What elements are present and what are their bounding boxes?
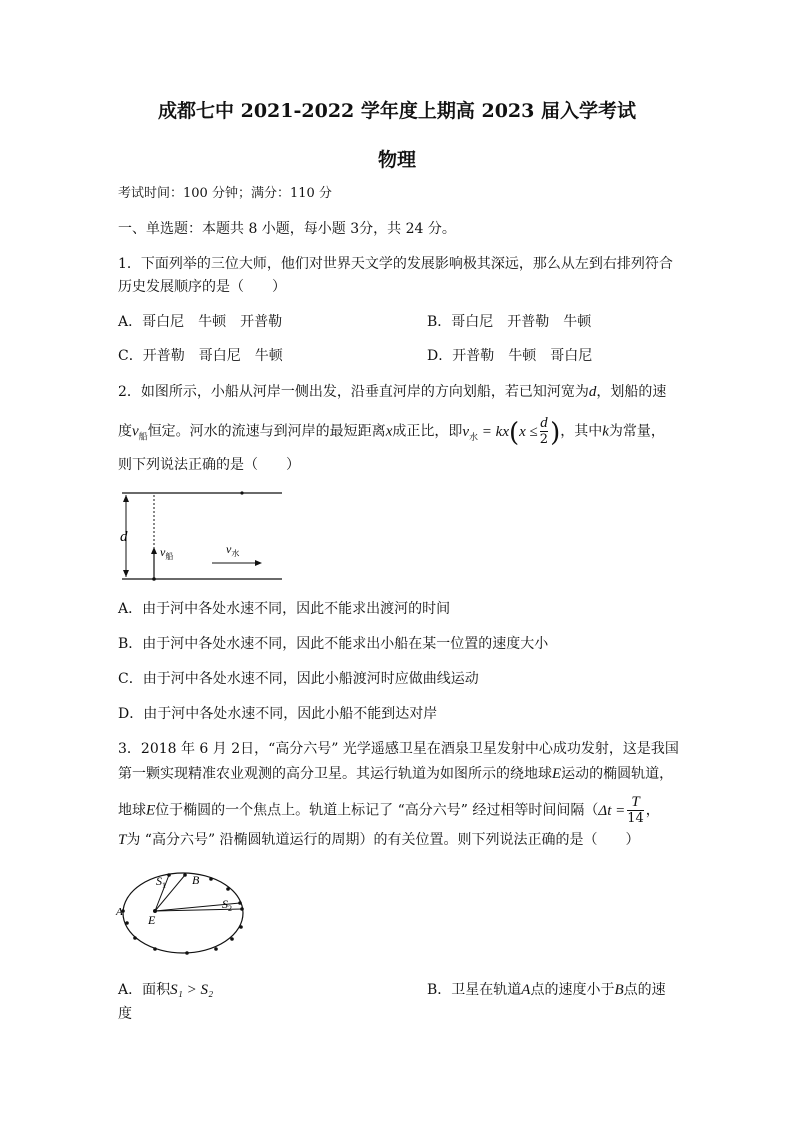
q2-stem-line1: 2．如图所示，小船从河岸一侧出发，沿垂直河岸的方向划船，若已知河宽为d，划船的速 — [118, 384, 667, 400]
q3-option-b-wrap: 度 — [118, 1006, 132, 1022]
section-heading: 一、单选题：本题共 8 小题，每小题 3分，共 24 分。 — [118, 221, 456, 237]
q2-stem-line3: 则下列说法正确的是（ ） — [118, 457, 300, 473]
q3-stem-line4: T为 “高分六号” 沿椭圆轨道运行的周期）的有关位置。则下列说法正确的是（ ） — [118, 832, 640, 848]
width-arrow-head-top — [123, 495, 129, 502]
q3-stem-line1: 3．2018 年 6 月 2日，“高分六号” 光学遥感卫星在酒泉卫星发射中心成功发射，这是我国 — [118, 741, 679, 757]
q2-water-speed-formula: $v_水 = kx(x$ ≤ $\frac{d}{2}$ ) — [462, 415, 561, 448]
q2-option-a: A．由于河中各处水速不同，因此不能求出渡河的时间 — [118, 601, 451, 617]
q2-stem-line2: 度$v_船$恒定。河水的流速与到河岸的最短距离x成正比，即$v_水 = kx(x$ ≤ $\frac{d}{2}$ )，其中k为常量， — [118, 415, 665, 448]
earth-label: E — [148, 913, 156, 927]
area-s1-label: $S_1$ — [156, 874, 166, 890]
elliptical-orbit — [123, 873, 243, 953]
q3-option-b: B．卫星在轨道A点的速度小于B点的速 — [427, 982, 666, 998]
boat-start-point — [152, 577, 156, 581]
point-a-label: A — [116, 906, 123, 918]
q3-time-interval-formula: Δt = $\frac{T}{14}$ — [598, 794, 644, 826]
boat-velocity-label: $v_船$ — [160, 545, 174, 561]
q1-option-d: D．开普勒 牛顿 哥白尼 — [427, 348, 593, 364]
point-b-label: B — [192, 873, 200, 887]
q2-option-b: B．由于河中各处水速不同，因此不能求出小船在某一位置的速度大小 — [118, 636, 549, 652]
exam-title: 成都七中 2021-2022 学年度上期高 2023 届入学考试 — [158, 100, 636, 122]
q3-stem-line3: 地球E位于椭圆的一个焦点上。轨道上标记了 “高分六号” 经过相等时间间隔（Δt = $\frac{T}{14}$ ， — [118, 794, 660, 826]
q3-stem-line2: 第一颗实现精准农业观测的高分卫星。其运行轨道为如图所示的绕地球E运动的椭圆轨道， — [118, 766, 674, 782]
q1-stem-line2: 历史发展顺序的是（ ） — [118, 279, 286, 295]
river-diagram — [112, 485, 292, 585]
q1-option-b: B．哥白尼 开普勒 牛顿 — [427, 314, 592, 330]
q1-option-c: C．开普勒 哥白尼 牛顿 — [118, 348, 283, 364]
boat-velocity-arrowhead — [151, 547, 157, 554]
q1-stem-line1: 1．下面列举的三位大师，他们对世界天文学的发展影响极其深远，那么从左到右排列符合 — [118, 256, 673, 272]
width-arrow-head-bottom — [123, 570, 129, 577]
orbit-diagram — [115, 865, 255, 965]
water-velocity-label: $v_水$ — [226, 542, 240, 558]
exam-info: 考试时间：100 分钟；满分：110 分 — [118, 186, 332, 201]
q2-option-d: D．由于河中各处水速不同，因此小船不能到达对岸 — [118, 706, 438, 722]
area-s2-label: $S_2$ — [222, 897, 232, 913]
subject-title: 物理 — [377, 149, 416, 171]
q2-option-c: C．由于河中各处水速不同，因此小船渡河时应做曲线运动 — [118, 671, 479, 687]
q3-option-a: A．面积S₁ > S₂ — [118, 982, 214, 998]
river-width-label: d — [120, 529, 128, 545]
far-bank-point — [240, 491, 243, 494]
water-velocity-arrowhead — [255, 560, 262, 566]
q1-option-a: A．哥白尼 牛顿 开普勒 — [118, 314, 283, 330]
